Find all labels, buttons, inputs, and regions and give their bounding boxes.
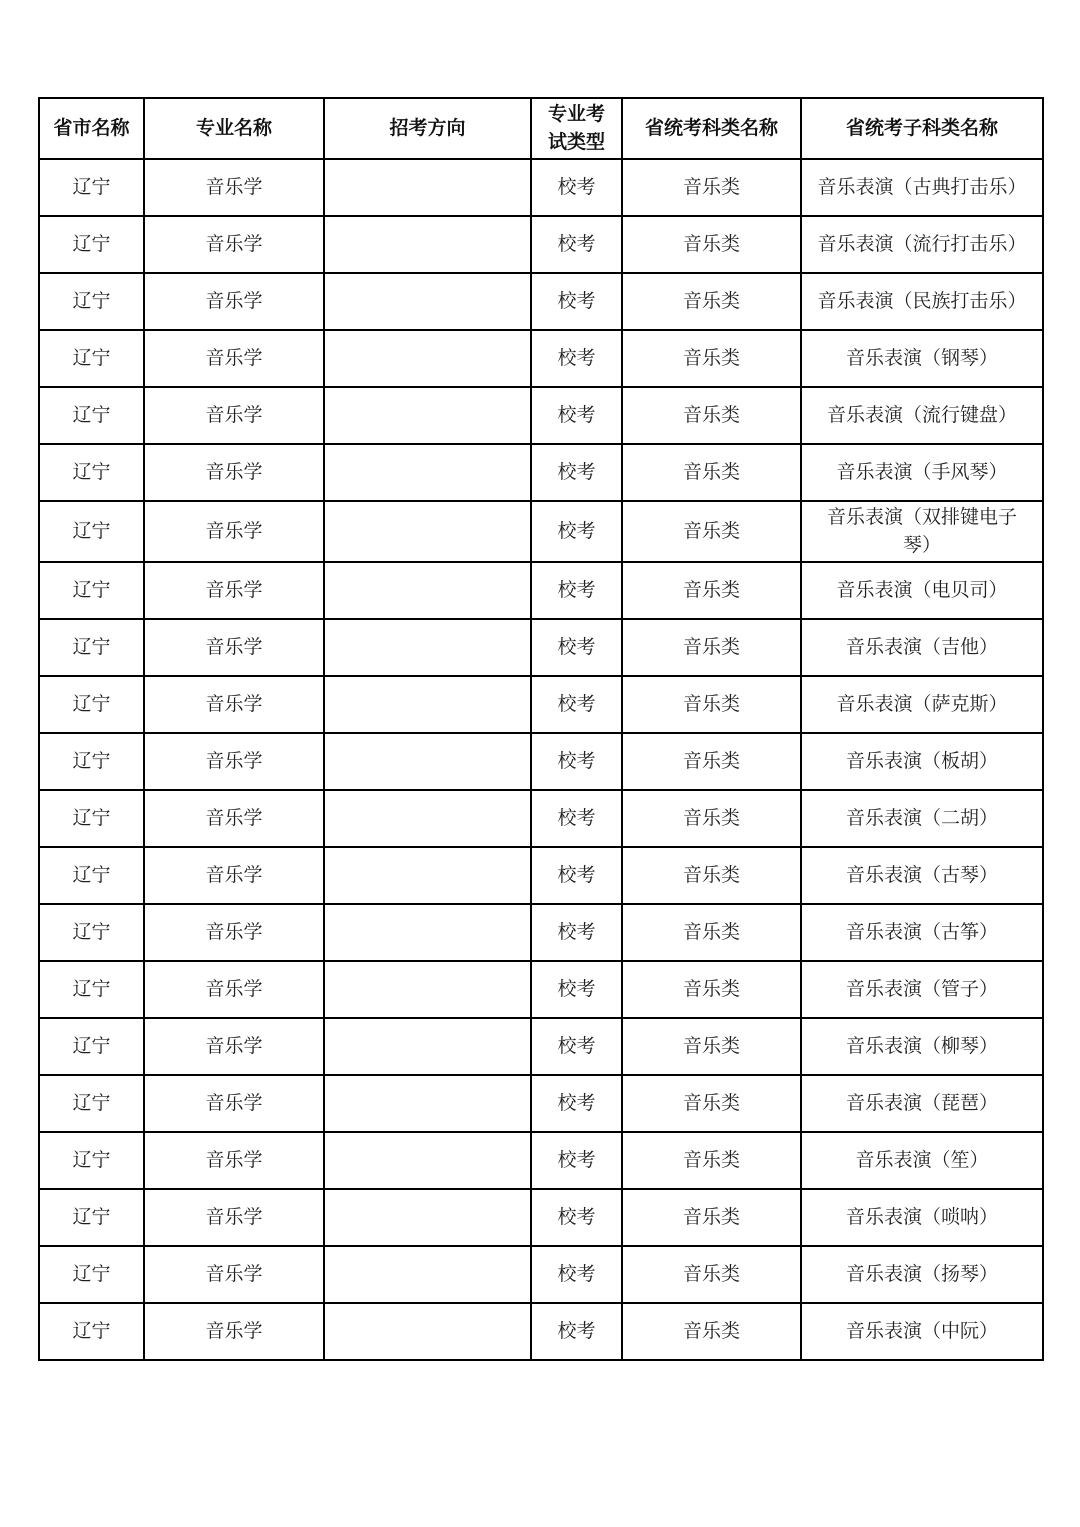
table-cell: 辽宁: [39, 501, 144, 562]
table-row: [39, 273, 1043, 330]
column-header-category: 省统考科类名称: [622, 98, 801, 159]
table-cell: 校考: [531, 1075, 622, 1132]
table-cell: [324, 1303, 531, 1360]
table-cell: 音乐类: [622, 619, 801, 676]
table-cell: 音乐学: [144, 273, 324, 330]
table-cell: 校考: [531, 159, 622, 216]
table-row: [39, 961, 1043, 1018]
table-cell: 辽宁: [39, 1246, 144, 1303]
table-row: [39, 1303, 1043, 1360]
table-cell: [324, 1075, 531, 1132]
table-cell: [324, 1132, 531, 1189]
table-body: [39, 159, 1043, 1360]
table-cell: 校考: [531, 444, 622, 501]
table-cell: 辽宁: [39, 1303, 144, 1360]
table-cell: 辽宁: [39, 1075, 144, 1132]
table-row: [39, 562, 1043, 619]
table-cell: 音乐学: [144, 904, 324, 961]
table-cell: [324, 387, 531, 444]
table-cell: 音乐表演（古筝）: [801, 904, 1043, 961]
table-cell: [324, 501, 531, 562]
table-cell: 校考: [531, 847, 622, 904]
column-header-exam-type: 专业考试类型: [531, 98, 622, 159]
table-row: [39, 676, 1043, 733]
table-cell: 音乐学: [144, 387, 324, 444]
table-row: [39, 904, 1043, 961]
table-cell: 辽宁: [39, 1132, 144, 1189]
table-cell: 音乐表演（板胡）: [801, 733, 1043, 790]
table-cell: 音乐类: [622, 1018, 801, 1075]
table-row: [39, 1246, 1043, 1303]
table-cell: 校考: [531, 790, 622, 847]
column-header-major: 专业名称: [144, 98, 324, 159]
table-cell: 音乐表演（电贝司）: [801, 562, 1043, 619]
table-cell: 辽宁: [39, 444, 144, 501]
table-cell: 音乐类: [622, 562, 801, 619]
table-cell: 音乐表演（古琴）: [801, 847, 1043, 904]
table-cell: 辽宁: [39, 1018, 144, 1075]
table-cell: 音乐类: [622, 216, 801, 273]
table-cell: [324, 847, 531, 904]
table-cell: [324, 159, 531, 216]
table-cell: [324, 273, 531, 330]
table-cell: [324, 330, 531, 387]
table-row: [39, 790, 1043, 847]
table-cell: 音乐类: [622, 1132, 801, 1189]
table-row: [39, 1132, 1043, 1189]
table-cell: 音乐学: [144, 1303, 324, 1360]
table-cell: 音乐表演（流行打击乐）: [801, 216, 1043, 273]
table-cell: 音乐学: [144, 159, 324, 216]
table-cell: 音乐类: [622, 847, 801, 904]
table-row: [39, 216, 1043, 273]
table-cell: [324, 619, 531, 676]
table-row: [39, 1018, 1043, 1075]
table-cell: 辽宁: [39, 273, 144, 330]
table-cell: 音乐类: [622, 1075, 801, 1132]
table-row: [39, 159, 1043, 216]
table-cell: 音乐类: [622, 733, 801, 790]
table-cell: 音乐类: [622, 330, 801, 387]
table-cell: 音乐表演（柳琴）: [801, 1018, 1043, 1075]
table-cell: 音乐学: [144, 1018, 324, 1075]
table-cell: 校考: [531, 273, 622, 330]
table-row: [39, 444, 1043, 501]
table-cell: 音乐类: [622, 904, 801, 961]
exam-category-table: [38, 97, 1044, 1361]
table-cell: 音乐表演（流行键盘）: [801, 387, 1043, 444]
table-cell: 音乐学: [144, 790, 324, 847]
table-cell: 辽宁: [39, 676, 144, 733]
table-cell: 音乐表演（唢呐）: [801, 1189, 1043, 1246]
table-cell: 校考: [531, 216, 622, 273]
table-cell: 音乐学: [144, 562, 324, 619]
table-cell: 音乐表演（中阮）: [801, 1303, 1043, 1360]
table-cell: [324, 676, 531, 733]
table-cell: 音乐表演（古典打击乐）: [801, 159, 1043, 216]
table-cell: 音乐学: [144, 961, 324, 1018]
table-cell: 音乐表演（琵琶）: [801, 1075, 1043, 1132]
table-cell: [324, 733, 531, 790]
table-cell: 辽宁: [39, 790, 144, 847]
table-row: [39, 387, 1043, 444]
table-cell: 音乐表演（笙）: [801, 1132, 1043, 1189]
table-cell: 音乐学: [144, 619, 324, 676]
table-cell: 校考: [531, 562, 622, 619]
table-cell: 音乐类: [622, 1246, 801, 1303]
table-cell: 校考: [531, 1132, 622, 1189]
table-cell: 辽宁: [39, 847, 144, 904]
table-cell: 音乐类: [622, 676, 801, 733]
table-cell: 辽宁: [39, 619, 144, 676]
table-cell: 音乐表演（民族打击乐）: [801, 273, 1043, 330]
table-header-row: [39, 98, 1043, 159]
table-cell: 音乐学: [144, 847, 324, 904]
column-header-direction: 招考方向: [324, 98, 531, 159]
table-cell: 辽宁: [39, 1189, 144, 1246]
table-cell: 辽宁: [39, 733, 144, 790]
table-cell: 音乐类: [622, 1303, 801, 1360]
table-cell: 校考: [531, 387, 622, 444]
table-cell: 音乐表演（吉他）: [801, 619, 1043, 676]
table-cell: 校考: [531, 1303, 622, 1360]
column-header-subcategory: 省统考子科类名称: [801, 98, 1043, 159]
table-cell: 音乐学: [144, 1246, 324, 1303]
table-cell: 音乐学: [144, 733, 324, 790]
table-cell: [324, 904, 531, 961]
table-cell: 音乐类: [622, 273, 801, 330]
table-cell: 音乐表演（二胡）: [801, 790, 1043, 847]
table-cell: 音乐类: [622, 1189, 801, 1246]
table-cell: 音乐学: [144, 676, 324, 733]
table-row: [39, 619, 1043, 676]
table-cell: [324, 216, 531, 273]
table-cell: 音乐类: [622, 961, 801, 1018]
table-cell: 校考: [531, 733, 622, 790]
table-cell: 辽宁: [39, 562, 144, 619]
table-cell: 辽宁: [39, 904, 144, 961]
table-cell: [324, 961, 531, 1018]
table-cell: 校考: [531, 330, 622, 387]
table-cell: 音乐类: [622, 790, 801, 847]
table-cell: 校考: [531, 1246, 622, 1303]
table-cell: 校考: [531, 1189, 622, 1246]
table-cell: 音乐学: [144, 1075, 324, 1132]
table-cell: 校考: [531, 904, 622, 961]
table-cell: [324, 562, 531, 619]
table-cell: 音乐表演（萨克斯）: [801, 676, 1043, 733]
table-cell: [324, 1246, 531, 1303]
table-cell: 音乐学: [144, 1132, 324, 1189]
table-cell: [324, 790, 531, 847]
table-row: [39, 1075, 1043, 1132]
table-cell: 音乐学: [144, 330, 324, 387]
table-cell: 音乐类: [622, 444, 801, 501]
table-cell: 音乐类: [622, 387, 801, 444]
table-cell: 音乐表演（钢琴）: [801, 330, 1043, 387]
table-cell: 辽宁: [39, 961, 144, 1018]
table-cell: 辽宁: [39, 216, 144, 273]
table-cell: 校考: [531, 501, 622, 562]
table-cell: [324, 1018, 531, 1075]
table-cell: 校考: [531, 619, 622, 676]
table-cell: [324, 444, 531, 501]
table-row: [39, 1189, 1043, 1246]
table-row: [39, 733, 1043, 790]
table-row: [39, 847, 1043, 904]
table-row: [39, 330, 1043, 387]
table-cell: 音乐类: [622, 159, 801, 216]
table-cell: [324, 1189, 531, 1246]
table-cell: 辽宁: [39, 330, 144, 387]
table-cell: 校考: [531, 676, 622, 733]
table-cell: 音乐表演（手风琴）: [801, 444, 1043, 501]
table-cell: 辽宁: [39, 159, 144, 216]
table-cell: 音乐类: [622, 501, 801, 562]
table-row: [39, 501, 1043, 562]
column-header-province: 省市名称: [39, 98, 144, 159]
table-cell: 校考: [531, 1018, 622, 1075]
table-cell: 音乐学: [144, 216, 324, 273]
table-cell: 校考: [531, 961, 622, 1018]
table-cell: 音乐学: [144, 444, 324, 501]
table-cell: 音乐表演（扬琴）: [801, 1246, 1043, 1303]
table-cell: 音乐学: [144, 1189, 324, 1246]
table-cell: 音乐表演（管子）: [801, 961, 1043, 1018]
table-cell: 音乐表演（双排键电子琴）: [801, 501, 1043, 562]
table-cell: 辽宁: [39, 387, 144, 444]
table-cell: 音乐学: [144, 501, 324, 562]
